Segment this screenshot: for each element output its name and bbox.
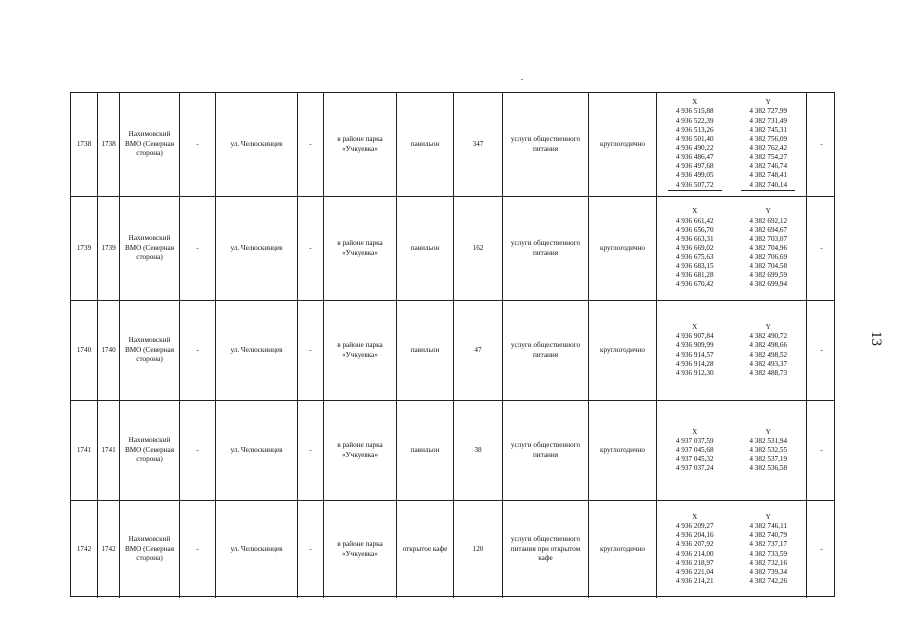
x-header: X bbox=[692, 512, 698, 521]
y-value: 4 382 692,12 bbox=[749, 216, 788, 225]
purpose-cell: услуги общественного питания bbox=[503, 401, 589, 500]
y-value: 4 382 699,59 bbox=[749, 271, 788, 280]
object-number: 1741 bbox=[98, 401, 120, 500]
x-value: 4 936 214,00 bbox=[675, 549, 714, 558]
area-cell: 347 bbox=[454, 93, 503, 196]
table-row bbox=[71, 501, 834, 598]
x-value: 4 936 661,42 bbox=[675, 216, 714, 225]
y-value: 4 382 746,11 bbox=[749, 522, 787, 531]
purpose-cell: услуги общественного питания bbox=[503, 93, 589, 196]
x-header: X bbox=[692, 323, 698, 332]
object-type-cell: павильон bbox=[397, 301, 454, 400]
area-cell: 38 bbox=[454, 401, 503, 500]
y-value: 4 382 742,26 bbox=[749, 576, 788, 585]
note-cell: - bbox=[820, 139, 823, 148]
district-cell: Нахимовский ВМО (Северная сторона) bbox=[120, 197, 180, 300]
y-value: 4 382 704,96 bbox=[749, 243, 788, 252]
y-header: Y bbox=[765, 98, 771, 107]
x-value: 4 936 675,63 bbox=[675, 253, 714, 262]
street-cell: ул. Челюскинцев bbox=[216, 301, 298, 400]
x-coordinates bbox=[658, 323, 732, 378]
y-value: 4 382 488,73 bbox=[749, 368, 788, 377]
x-value: 4 936 670,42 bbox=[675, 280, 714, 289]
location-cell: в районе парка «Учкуевка» bbox=[324, 401, 397, 500]
table-row bbox=[71, 301, 834, 401]
registry-table bbox=[70, 92, 835, 597]
dash-cell: - bbox=[298, 197, 324, 300]
y-value: 4 382 531,94 bbox=[749, 436, 788, 445]
y-value: 4 382 745,31 bbox=[749, 125, 788, 134]
x-value: 4 936 490,22 bbox=[675, 144, 714, 152]
district-cell: Нахимовский ВМО (Северная сторона) bbox=[120, 93, 180, 196]
x-header: X bbox=[692, 427, 698, 436]
x-coordinates bbox=[658, 428, 732, 474]
x-value: 4 936 207,92 bbox=[675, 540, 714, 549]
row-number: 1738 bbox=[71, 93, 98, 196]
x-header: X bbox=[692, 98, 698, 107]
x-value: 4 936 507,72 bbox=[668, 181, 722, 191]
y-value: 4 382 739,34 bbox=[749, 567, 788, 576]
y-value: 4 382 754,27 bbox=[749, 153, 788, 162]
object-number: 1739 bbox=[98, 197, 120, 300]
y-value: 4 382 704,58 bbox=[749, 262, 788, 271]
period-cell: круглогодично bbox=[589, 197, 657, 300]
x-value: 4 936 214,21 bbox=[675, 576, 714, 585]
x-value: 4 936 204,16 bbox=[675, 531, 714, 540]
coordinates-cell bbox=[657, 93, 807, 196]
y-value: 4 382 537,19 bbox=[749, 455, 788, 464]
x-value: 4 936 681,28 bbox=[675, 271, 714, 280]
x-value: 4 936 656,70 bbox=[675, 225, 714, 234]
note-cell: - bbox=[820, 345, 823, 354]
location-cell: в районе парка «Учкуевка» bbox=[324, 197, 397, 300]
y-value: 4 382 732,16 bbox=[749, 558, 788, 567]
dash-cell: - bbox=[180, 301, 216, 400]
row-number: 1740 bbox=[71, 301, 98, 400]
y-value: 4 382 703,07 bbox=[749, 234, 788, 243]
period-cell: круглогодично bbox=[589, 93, 657, 196]
dash-cell: - bbox=[180, 501, 216, 598]
x-value: 4 936 513,26 bbox=[675, 125, 714, 134]
district-cell: Нахимовский ВМО (Северная сторона) bbox=[120, 501, 180, 598]
y-value: 4 382 498,66 bbox=[749, 341, 788, 350]
purpose-cell: услуги общественного питания при открытом кафе bbox=[503, 501, 589, 598]
dash-cell: - bbox=[180, 93, 216, 196]
x-coordinates bbox=[658, 207, 732, 289]
x-value: 4 936 486,47 bbox=[675, 153, 714, 162]
x-value: 4 936 209,27 bbox=[675, 522, 714, 531]
street-cell: ул. Челюскинцев bbox=[216, 93, 298, 196]
x-value: 4 936 909,99 bbox=[675, 341, 714, 350]
y-value: 4 382 762,42 bbox=[749, 144, 788, 152]
note-cell: - bbox=[820, 243, 823, 252]
x-value: 4 936 221,04 bbox=[675, 567, 714, 576]
row-number: 1739 bbox=[71, 197, 98, 300]
x-value: 4 936 914,57 bbox=[675, 350, 714, 359]
y-value: 4 382 694,67 bbox=[749, 225, 788, 234]
x-value: 4 936 501,40 bbox=[675, 134, 714, 143]
row-number: 1741 bbox=[71, 401, 98, 500]
coordinates-cell bbox=[657, 501, 807, 598]
x-header: X bbox=[692, 207, 698, 216]
coordinates-cell bbox=[657, 197, 807, 300]
y-value: 4 382 746,74 bbox=[749, 162, 788, 171]
y-value: 4 382 756,09 bbox=[749, 134, 788, 143]
location-cell: в районе парка «Учкуевка» bbox=[324, 501, 397, 598]
x-value: 4 936 663,31 bbox=[675, 234, 714, 243]
location-cell: в районе парка «Учкуевка» bbox=[324, 93, 397, 196]
x-value: 4 937 045,32 bbox=[675, 455, 714, 464]
y-value: 4 382 493,37 bbox=[749, 359, 788, 368]
y-header: Y bbox=[765, 207, 771, 216]
x-value: 4 937 045,68 bbox=[675, 445, 714, 454]
y-value: 4 382 733,59 bbox=[749, 549, 788, 558]
dash-cell: - bbox=[298, 501, 324, 598]
object-number: 1738 bbox=[98, 93, 120, 196]
x-value: 4 937 037,59 bbox=[675, 436, 714, 445]
y-value: 4 382 532,55 bbox=[749, 445, 788, 454]
y-value: 4 382 490,72 bbox=[749, 332, 788, 341]
y-coordinates bbox=[732, 428, 806, 474]
dash-cell: - bbox=[298, 401, 324, 500]
object-type-cell: павильон bbox=[397, 197, 454, 300]
x-value: 4 936 497,68 bbox=[675, 162, 714, 171]
period-cell: круглогодично bbox=[589, 501, 657, 598]
y-coordinates bbox=[732, 98, 806, 190]
y-header: Y bbox=[765, 427, 771, 436]
purpose-cell: услуги общественного питания bbox=[503, 301, 589, 400]
y-header: Y bbox=[765, 512, 771, 521]
object-type-cell: павильон bbox=[397, 401, 454, 500]
x-value: 4 936 499,05 bbox=[675, 171, 714, 180]
note-cell: - bbox=[820, 445, 823, 454]
dash-cell: - bbox=[180, 401, 216, 500]
period-cell: круглогодично bbox=[589, 301, 657, 400]
x-value: 4 936 683,15 bbox=[675, 262, 714, 271]
dash-cell: - bbox=[180, 197, 216, 300]
y-value: 4 382 737,17 bbox=[749, 540, 788, 549]
area-cell: 47 bbox=[454, 301, 503, 400]
y-coordinates bbox=[732, 323, 806, 378]
y-value: 4 382 731,49 bbox=[749, 116, 788, 125]
coordinates-cell bbox=[657, 301, 807, 400]
location-cell: в районе парка «Учкуевка» bbox=[324, 301, 397, 400]
table-row bbox=[71, 197, 834, 301]
note-cell: - bbox=[820, 544, 823, 553]
table-row bbox=[71, 93, 834, 197]
x-value: 4 936 522,39 bbox=[675, 116, 714, 125]
y-value: 4 382 706,69 bbox=[749, 253, 788, 262]
y-coordinates bbox=[732, 207, 806, 289]
street-cell: ул. Челюскинцев bbox=[216, 197, 298, 300]
x-value: 4 936 907,84 bbox=[675, 332, 714, 341]
object-type-cell: открытое кафе bbox=[397, 501, 454, 598]
y-value: 4 382 498,52 bbox=[749, 350, 788, 359]
area-cell: 120 bbox=[454, 501, 503, 598]
y-value: 4 382 536,58 bbox=[749, 464, 788, 473]
scan-speck bbox=[521, 79, 523, 80]
street-cell: ул. Челюскинцев bbox=[216, 401, 298, 500]
dash-cell: - bbox=[298, 301, 324, 400]
y-value: 4 382 748,41 bbox=[749, 171, 788, 180]
street-cell: ул. Челюскинцев bbox=[216, 501, 298, 598]
x-coordinates bbox=[658, 98, 732, 190]
x-value: 4 937 037,24 bbox=[675, 464, 714, 473]
object-number: 1740 bbox=[98, 301, 120, 400]
area-cell: 162 bbox=[454, 197, 503, 300]
y-coordinates bbox=[732, 513, 806, 586]
x-value: 4 936 912,30 bbox=[675, 368, 714, 377]
coordinates-cell bbox=[657, 401, 807, 500]
dash-cell: - bbox=[298, 93, 324, 196]
y-value: 4 382 727,99 bbox=[749, 107, 788, 116]
district-cell: Нахимовский ВМО (Северная сторона) bbox=[120, 401, 180, 500]
period-cell: круглогодично bbox=[589, 401, 657, 500]
y-header: Y bbox=[765, 323, 771, 332]
object-number: 1742 bbox=[98, 501, 120, 598]
row-number: 1742 bbox=[71, 501, 98, 598]
district-cell: Нахимовский ВМО (Северная сторона) bbox=[120, 301, 180, 400]
table-row bbox=[71, 401, 834, 501]
x-coordinates bbox=[658, 513, 732, 586]
x-value: 4 936 515,88 bbox=[675, 107, 714, 116]
y-value: 4 382 740,79 bbox=[749, 531, 788, 540]
y-value: 4 382 699,94 bbox=[749, 280, 788, 289]
purpose-cell: услуги общественного питания bbox=[503, 197, 589, 300]
y-value: 4 382 740,14 bbox=[741, 181, 795, 191]
x-value: 4 936 914,28 bbox=[675, 359, 714, 368]
x-value: 4 936 669,02 bbox=[675, 243, 714, 252]
object-type-cell: павильон bbox=[397, 93, 454, 196]
page-number: 13 bbox=[868, 331, 884, 346]
x-value: 4 936 218,97 bbox=[675, 558, 714, 567]
